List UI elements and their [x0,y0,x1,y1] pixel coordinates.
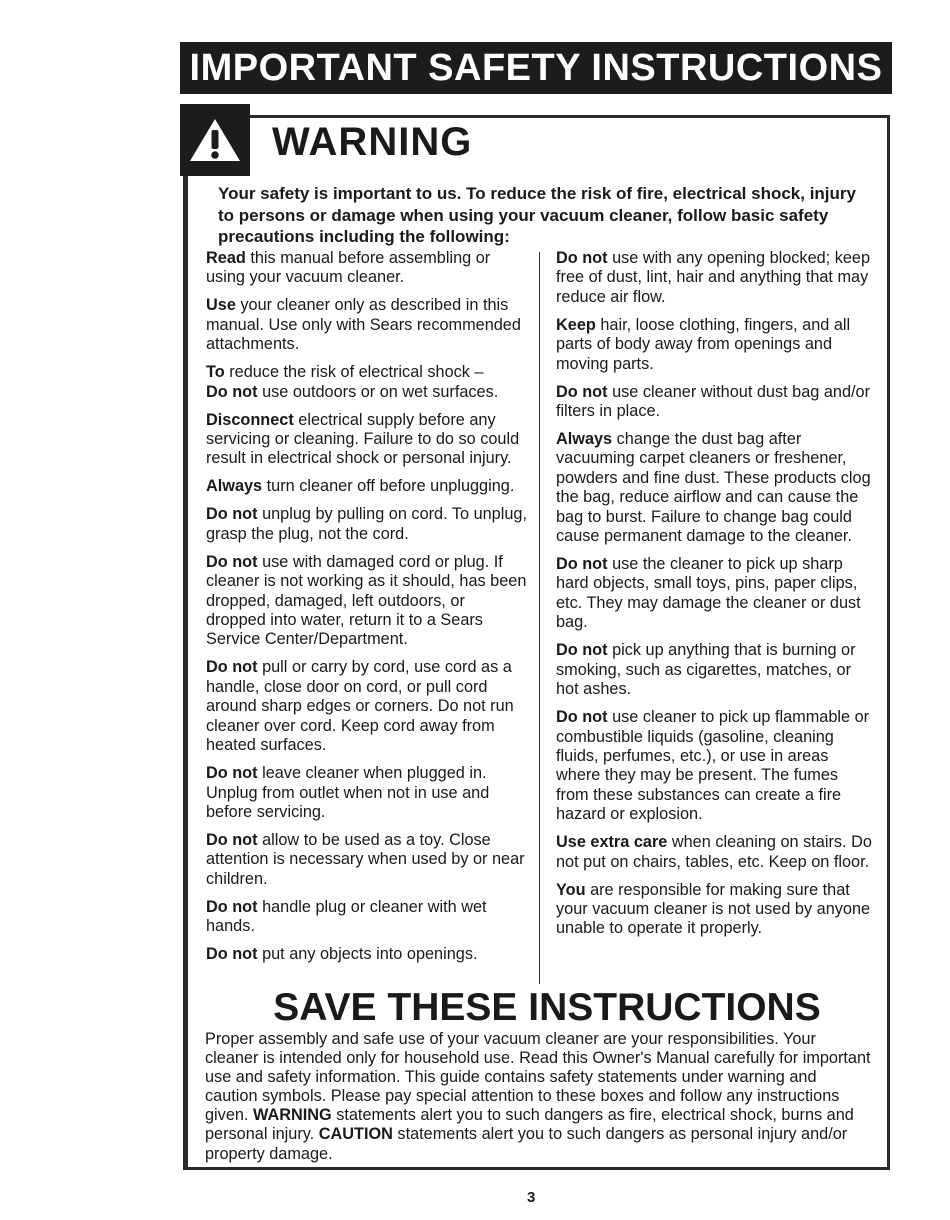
safety-item: Keep hair, loose clothing, fingers, and all parts of body away from openings and moving parts. [556,315,851,373]
safety-item: Do not use with any opening blocked; keep free of dust, lint, hair and anything that may reduce air flow. [556,249,871,306]
safety-item: Use extra care when cleaning on stairs. Do not put on chairs, tables, etc. Keep on floor. [556,833,872,871]
safety-item: Do not use with damaged cord or plug. If cleaner is not working as it should, has been dropped, damaged, left outdoors, or dropped into water, return it to a Sears Service Center/Department. [206,552,527,649]
safety-item: Do not pull or carry by cord, use cord as a handle, close door on cord, or pull cord around sharp edges or corners. Do not run cleaner over cord. Keep cord away from heated surfaces. [206,658,514,755]
safety-item: Do not put any objects into openings. [206,945,478,964]
safety-item: Do not pick up anything that is burning or smoking, such as cigarettes, matches, or hot ashes. [556,641,856,699]
safety-item: Do not leave cleaner when plugged in. Unplug from outlet when not in use and before servicing. [206,764,490,821]
header-bar [180,42,892,94]
safety-item: Do not unplug by pulling on cord. To unplug, grasp the plug, not the cord. [206,505,527,543]
safety-item: Always change the dust bag after vacuuming carpet cleaners or freshener, powders and fine dust. These products clog the bag, reduce airflow and can cause the bag to burst. Failure to change bag could cause permanent damage to the cleaner. [556,430,871,546]
page-title: IMPORTANT SAFETY INSTRUCTIONS [189,46,883,89]
right-column [556,249,874,947]
safety-item: Do not use the cleaner to pick up sharp hard objects, small toys, pins, paper clips, etc. They may damage the cleaner or dust bag. [556,555,861,632]
safety-item: Use your cleaner only as described in this manual. Use only with Sears recommended attachments. [206,296,521,354]
safety-item: Do not handle plug or cleaner with wet hands. [206,897,487,936]
safety-item: Do not use cleaner without dust bag and/or filters in place. [556,382,871,421]
warning-intro: Your safety is important to us. To reduce the risk of fire, electrical shock, injury to persons or damage when using your vacuum cleaner, follow basic safety precautions including the following: [218,184,856,246]
save-instructions-heading: SAVE THESE INSTRUCTIONS [273,986,821,1029]
safety-item: Do not allow to be used as a toy. Close attention is necessary when used by or near children. [206,830,525,888]
warning-heading: WARNING [272,120,473,164]
safety-item: Read this manual before assembling or using your vacuum cleaner. [206,249,491,287]
page-number: 3 [527,1189,536,1206]
safety-item: Always turn cleaner off before unplugging. [206,477,515,496]
safety-item: To reduce the risk of electrical shock – Do not use outdoors or on wet surfaces. [206,363,499,401]
safety-item: Disconnect electrical supply before any servicing or cleaning. Failure to do so could result in electrical shock or personal injury. [206,410,520,468]
warning-icon-block [180,104,250,176]
warning-triangle-icon [188,116,242,164]
column-divider [539,252,540,984]
closing-paragraph: Proper assembly and safe use of your vacuum cleaner are your responsibilities. Your cleaner is intended only for household use. Read this Owner's Manual carefully for important use and safety information. This guide contains safety statements under warning and caution symbols. Please pay special attention to these boxes and follow any instructions given. WARNING statements alert you to such dangers as fire, electrical shock, burns and personal injury. CAUTION statements alert you to such dangers as personal injury and/or property damage. [205,1030,871,1163]
safety-item: You are responsible for making sure that your vacuum cleaner is not used by anyone unable to operate it properly. [556,880,871,938]
safety-item: Do not use cleaner to pick up flammable or combustible liquids (gasoline, cleaning fluids, perfumes, etc.), or use in areas where they may be present. The fumes from these substances can create a fire hazard or explosion. [556,708,870,824]
left-column [206,249,528,973]
